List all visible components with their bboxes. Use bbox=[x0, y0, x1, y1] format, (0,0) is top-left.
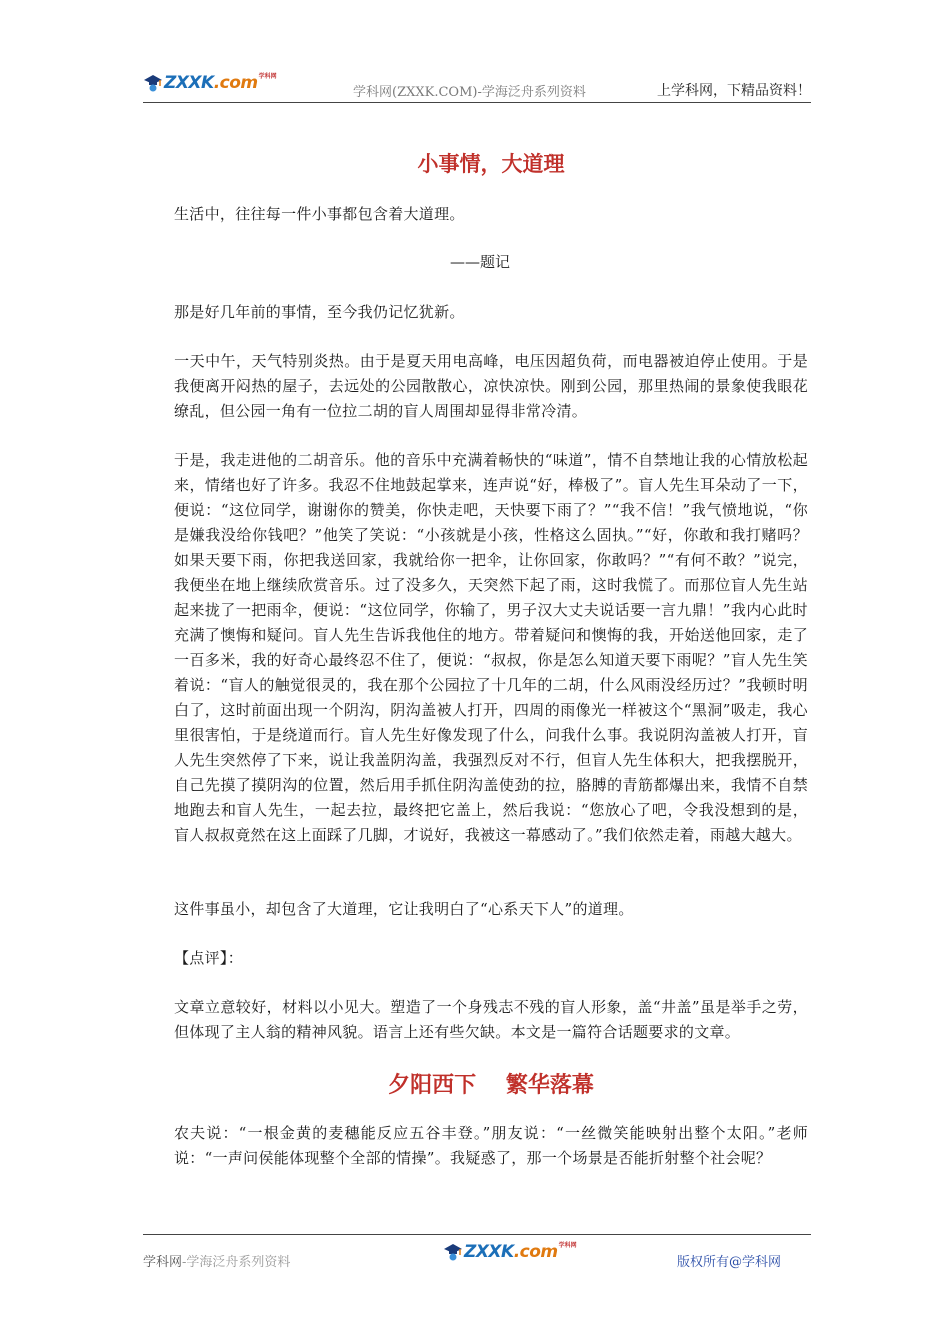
paragraph-2: 一天中午，天气特别炎热。由于是夏天用电高峰，电压因超负荷，而电器被迫停止使用。于是我便离开闷热的屋子，去远处的公园散散心，凉快凉快。刚到公园，那里热闹的景象使我眼花缭乱，但公园一角有一位拉二胡的盲人周围却显得非常冷清。 bbox=[174, 352, 808, 420]
footer-logo-tag: 学科网 bbox=[558, 1242, 577, 1249]
page-header bbox=[143, 68, 811, 103]
article-title: 小事情，大道理 bbox=[417, 151, 565, 176]
logo-text: ZXXK.com bbox=[164, 73, 258, 93]
article2-paragraph-1: 农夫说：“一根金黄的麦穗能反应五谷丰登。”朋友说：“一丝微笑能映射出整个太阳。”老师说：“一声问侯能体现整个全部的情操”。我疑惑了，那一个场景是否能折射整个社会呢？ bbox=[174, 1124, 808, 1167]
header-center-text: 学科网(ZXXK.COM)-学海泛舟系列资料 bbox=[353, 85, 586, 100]
article2-title: 夕阳西下 繁华落幕 bbox=[388, 1072, 594, 1098]
zxxk-logo bbox=[143, 72, 277, 92]
graduation-cap-icon bbox=[143, 72, 163, 92]
epigraph-sign: ——题记 bbox=[450, 253, 511, 271]
footer-logo-text: ZXXK.com bbox=[464, 1242, 558, 1262]
page-footer bbox=[143, 1234, 811, 1275]
paragraph-4: 这件事虽小，却包含了大道理，它让我明白了“心系天下人”的道理。 bbox=[174, 900, 634, 918]
comment-text: 文章立意较好，材料以小见大。塑造了一个身残志不残的盲人形象，盖“井盖”虽是举手之劳，但体现了主人翁的精神风貌。语言上还有些欠缺。本文是一篇符合话题要求的文章。 bbox=[174, 998, 808, 1041]
footer-zxxk-logo bbox=[443, 1241, 577, 1261]
copyright-text: 版权所有@学科网 bbox=[676, 1255, 781, 1270]
paragraph-3: 于是，我走进他的二胡音乐。他的音乐中充满着畅快的“味道”，情不自禁地让我的心情放松起来，情绪也好了许多。我忍不住地鼓起掌来，连声说“好，棒极了”。盲人先生耳朵动了一下，便说：“这位同学，谢谢你的赞美，你快走吧，天快要下雨了？”“我不信！”我气愤地说，“你是嫌我没给你钱吧？”他笑了笑说：“小孩就是小孩，性格这么固执。”“好，你敢和我打赌吗？如果天要下雨，你把我送回家，我就给你一把伞，让你回家，你敢吗？”“有何不敢？”说完，我便坐在地上继续欣赏音乐。过了没多久，天突然下起了雨，这时我慌了。而那位盲人先生站起来拢了一把雨伞，便说：“这位同学，你输了，男子汉大丈夫说话要一言九鼎！”我内心此时充满了懊悔和疑问。盲人先生告诉我他住的地方。带着疑问和懊悔的我，开始送他回家，走了一百多米，我的好奇心最终忍不住了，便说：“叔叔，你是怎么知道天要下雨呢？”盲人先生笑着说：“盲人的触觉很灵的，我在那个公园拉了十几年的二胡，什么风雨没经历过？”我顿时明白了，这时前面出现一个阴沟，阴沟盖被人打开，四周的雨像光一样被这个“黑洞”吸走，我心里很害怕，于是绕道而行。盲人先生好像发现了什么，问我什么事。我说阴沟盖被人打开，盲人先生突然停了下来，说让我盖阴沟盖，我强烈反对不行，但盲人先生体积大，把我摆脱开，自己先摸了摸阴沟的位置，然后用手抓住阴沟盖使劲的拉，胳膊的青筋都爆出来，我情不自禁地跑去和盲人先生，一起去拉，最终把它盖上，然后我说：“您放心了吧，令我没想到的是，盲人叔叔竟然在这上面踩了几脚，才说好，我被这一幕感动了。”我们依然走着，雨越大越大。 bbox=[174, 451, 808, 844]
comment-label: 【点评】： bbox=[174, 949, 244, 967]
graduation-cap-icon bbox=[443, 1241, 463, 1261]
footer-left-text: 学科网-学海泛舟系列资料 bbox=[143, 1255, 291, 1270]
paragraph-1: 那是好几年前的事情，至今我仍记忆犹新。 bbox=[174, 303, 465, 321]
header-slogan: 上学科网，下精品资料！ bbox=[657, 83, 811, 99]
epigraph: 生活中，往往每一件小事都包含着大道理。 bbox=[174, 205, 465, 223]
logo-tag: 学科网 bbox=[258, 73, 277, 80]
